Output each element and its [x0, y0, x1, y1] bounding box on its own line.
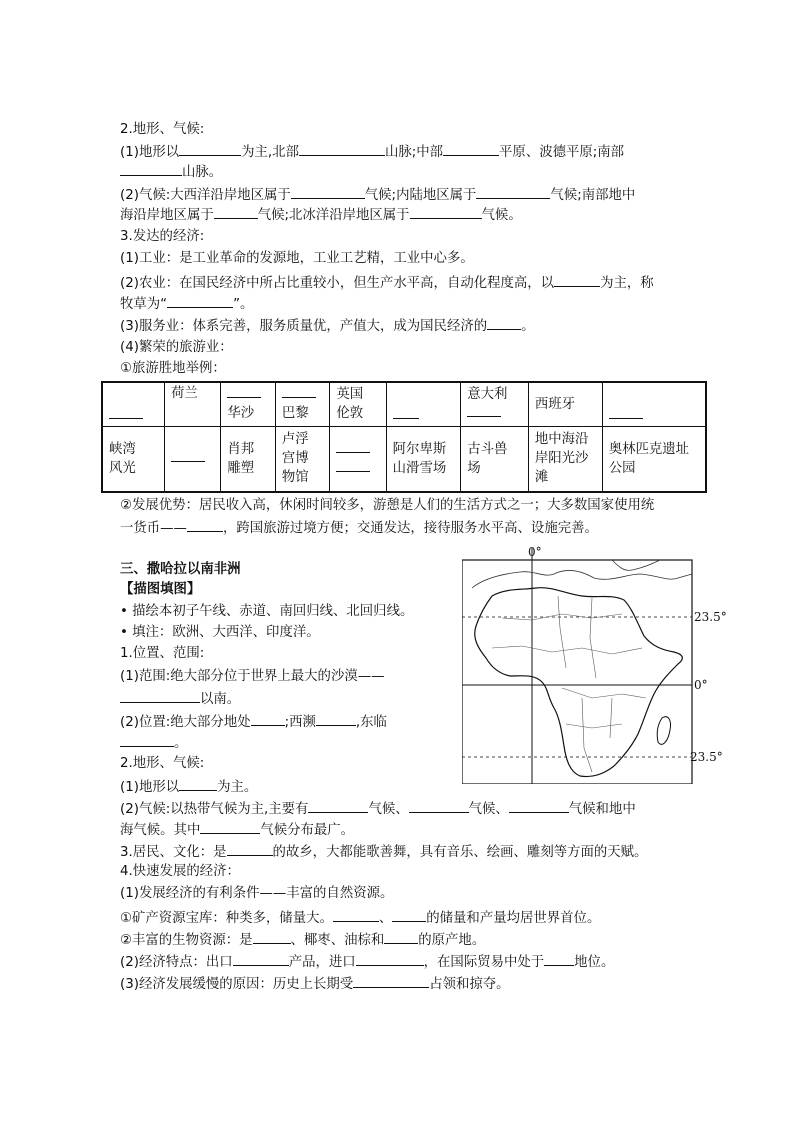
- service-line: (3)服务业：体系完善，服务质量优，产值大，成为国民经济的 。: [120, 315, 535, 337]
- table-cell: 卢浮 宫博 物馆: [275, 426, 329, 492]
- econ-line-4: (2)经济特点：出口 产品，进口 ，在国际贸易中处于 地位。: [120, 951, 614, 973]
- tourism-line: (4)繁荣的旅游业：: [120, 340, 233, 355]
- blank[interactable]: [467, 406, 501, 417]
- blank[interactable]: [282, 387, 316, 398]
- table-row: [102, 382, 706, 426]
- table-cell: [386, 382, 461, 426]
- table-cell: 英国 伦敦: [330, 382, 386, 426]
- blank[interactable]: [609, 408, 643, 419]
- position-line-2: 。: [120, 732, 187, 754]
- climate-line-2: 海沿岸地区属于 气候;北冰洋沿岸地区属于 气候。: [120, 204, 522, 226]
- africa-map-drawing: [462, 548, 728, 784]
- table-cell: 肖邦 雕塑: [221, 426, 275, 492]
- map-equator-label: 0°: [694, 678, 708, 692]
- range-line: (1)范围:绝大部分位于世界上最大的沙漠——: [120, 669, 385, 684]
- blank[interactable]: [187, 517, 223, 532]
- blank[interactable]: [544, 951, 574, 966]
- econ-line-2: ①矿产资源宝库：种类多，储量大。 、 的储量和产量均居世界首位。: [120, 907, 600, 929]
- blank[interactable]: [443, 141, 499, 156]
- advantage-line-2: 一货币—— ，跨国旅游过境方便；交通发达，接待服务水平高、设施完善。: [120, 517, 598, 539]
- table-cell: 意大利: [461, 382, 529, 426]
- econ-line-5: (3)经济发展缓慢的原因：历史上长期受 占领和掠夺。: [120, 973, 510, 995]
- industry-line: (1)工业：是工业革命的发源地，工业工艺精，工业中心多。: [120, 251, 474, 266]
- section2-heading: 2.地形、气候:: [120, 122, 205, 137]
- blank[interactable]: [120, 161, 182, 176]
- blank[interactable]: [336, 442, 370, 453]
- blank[interactable]: [554, 272, 600, 287]
- map-tropic-cancer-label: 23.5°: [694, 610, 727, 624]
- africa-climate-line-2: 海气候。其中 气候分布最广。: [120, 819, 354, 841]
- table-cell: 西班牙: [528, 382, 602, 426]
- examples-line: ①旅游胜地举例：: [120, 361, 226, 376]
- blank[interactable]: [356, 951, 424, 966]
- blank[interactable]: [120, 732, 174, 747]
- table-row: [102, 426, 706, 492]
- terrain-line: (1)地形以 为主,北部 山脉;中部 平原、波德平原;南部: [120, 141, 624, 163]
- draw-task: • 描绘本初子午线、赤道、南回归线、北回归线。: [120, 604, 414, 619]
- blank[interactable]: [179, 141, 241, 156]
- table-cell: 古斗兽 场: [461, 426, 529, 492]
- blank[interactable]: [393, 408, 419, 419]
- blank[interactable]: [333, 907, 379, 922]
- blank[interactable]: [410, 204, 482, 219]
- blank[interactable]: [308, 798, 368, 813]
- blank[interactable]: [291, 184, 365, 199]
- table-cell: [602, 382, 706, 426]
- advantage-line: ②发展优势：居民收入高，休闲时间较多，游憩是人们的生活方式之一；大多数国家使用统: [120, 498, 655, 513]
- blank[interactable]: [392, 907, 426, 922]
- blank[interactable]: [299, 141, 385, 156]
- tourism-table: [101, 381, 707, 493]
- position-heading: 1.位置、范围:: [120, 646, 205, 661]
- africa-climate-line: (2)气候:以热带气候为主,主要有 气候、 气候、 气候和地中: [120, 798, 636, 820]
- culture-line: 3.居民、文化：是 的故乡，大都能歌善舞，具有音乐、绘画、雕刻等方面的天赋。: [120, 841, 647, 863]
- table-cell: [164, 426, 220, 492]
- climate-line: (2)气候:大西洋沿岸地区属于 气候;内陆地区属于 气候;南部地中: [120, 184, 635, 206]
- range-line-2: 以南。: [120, 688, 240, 710]
- blank[interactable]: [353, 973, 429, 988]
- blank[interactable]: [251, 711, 285, 726]
- blank[interactable]: [509, 798, 569, 813]
- blank[interactable]: [167, 293, 233, 308]
- blank[interactable]: [227, 841, 273, 856]
- tc-heading: 2.地形、气候:: [120, 756, 205, 771]
- sahara-heading: 三、撒哈拉以南非洲: [120, 562, 241, 577]
- map-task: 【描图填图】: [120, 582, 201, 597]
- table-cell: [102, 382, 164, 426]
- africa-terrain-line: (1)地形以 为主。: [120, 776, 257, 798]
- blank[interactable]: [227, 387, 261, 398]
- table-cell: 华沙: [221, 382, 275, 426]
- blank[interactable]: [120, 688, 200, 703]
- blank[interactable]: [316, 711, 356, 726]
- map-tropic-capricorn-label: 23.5°: [690, 750, 723, 764]
- terrain-line-2: 山脉。: [120, 161, 222, 183]
- blank[interactable]: [214, 204, 258, 219]
- fill-task: • 填注：欧洲、大西洋、印度洋。: [120, 625, 320, 640]
- agri-line-2: 牧草为“ ”。: [120, 293, 253, 315]
- blank[interactable]: [384, 929, 418, 944]
- africa-map: [462, 545, 728, 784]
- blank[interactable]: [200, 819, 260, 834]
- table-cell: 阿尔卑斯 山滑雪场: [386, 426, 461, 492]
- blank[interactable]: [179, 776, 217, 791]
- econ-line-1: (1)发展经济的有利条件——丰富的自然资源。: [120, 886, 394, 901]
- blank[interactable]: [253, 929, 291, 944]
- blank[interactable]: [233, 951, 289, 966]
- econ-line-3: ②丰富的生物资源：是 、椰枣、油棕和 的原产地。: [120, 929, 485, 951]
- table-cell: 奥林匹克遗址 公园: [602, 426, 706, 492]
- position-line: (2)位置:绝大部分地处 ;西濒 ,东临: [120, 711, 387, 733]
- blank[interactable]: [409, 798, 469, 813]
- blank[interactable]: [336, 461, 370, 472]
- blank[interactable]: [109, 408, 143, 419]
- table-cell: 地中海沿 岸阳光沙 滩: [528, 426, 602, 492]
- section3-heading: 3.发达的经济:: [120, 229, 205, 244]
- blank[interactable]: [487, 315, 521, 330]
- blank[interactable]: [476, 184, 550, 199]
- map-lon-label: 0°: [528, 545, 542, 559]
- econ-heading: 4.快速发展的经济：: [120, 864, 240, 879]
- agri-line: (2)农业：在国民经济中所占比重较小，但生产水平高，自动化程度高，以 为主，称: [120, 272, 654, 294]
- table-cell: 荷兰: [164, 382, 220, 426]
- table-cell: 峡湾 风光: [102, 426, 164, 492]
- blank[interactable]: [171, 451, 205, 462]
- table-cell: 巴黎: [275, 382, 329, 426]
- table-cell: [330, 426, 386, 492]
